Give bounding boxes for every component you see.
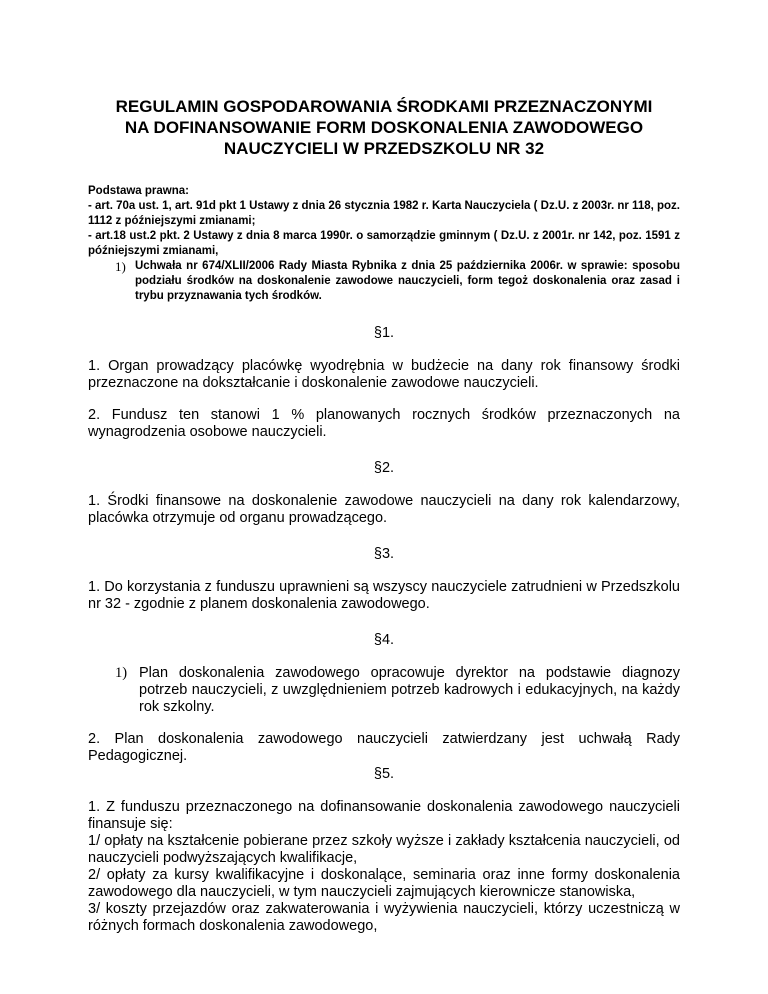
- paragraph: Plan doskonalenia zawodowego opracowuje dyrektor na podstawie diagnozy potrzeb nauczycieli, z uwzględnieniem potrzeb kadrowych i edukacyjnych, na każdy rok szkolny.: [139, 665, 680, 715]
- section-heading-3: §3.: [373, 546, 395, 562]
- legal-basis: [88, 184, 680, 304]
- paragraph: 1. Do korzystania z funduszu uprawnieni są wszyscy nauczyciele zatrudnieni w Przedszkolu nr 32 - zgodnie z planem doskonalenia zawodowego.: [88, 579, 680, 612]
- section-heading-2: §2.: [373, 460, 395, 476]
- paragraph: 1. Z funduszu przeznaczonego na dofinansowanie doskonalenia zawodowego nauczycieli finansuje się:: [88, 799, 680, 832]
- section-heading-1: §1.: [373, 325, 395, 341]
- list-number: 1): [115, 665, 128, 681]
- section-heading-5: §5.: [373, 766, 395, 782]
- title-line-2: NA DOFINANSOWANIE FORM DOSKONALENIA ZAWODOWEGO: [124, 118, 644, 137]
- list-number: 1): [115, 259, 126, 274]
- legal-basis-numbered-item: [115, 259, 680, 304]
- legal-basis-item: - art.18 ust.2 pkt. 2 Ustawy z dnia 8 marca 1990r. o samorządzie gminnym ( Dz.U. z 2001r. nr 142, poz. 1591 z późniejszymi zmianami,: [88, 230, 680, 257]
- paragraph: 1. Organ prowadzący placówkę wyodrębnia w budżecie na dany rok finansowy środki przeznaczone na dokształcanie i doskonalenie zawodowe nauczycieli.: [88, 358, 680, 391]
- legal-basis-heading: Podstawa prawna:: [88, 185, 189, 197]
- document-page: [88, 96, 680, 935]
- document-title: [88, 96, 680, 159]
- title-line-3: NAUCZYCIELI W PRZEDSZKOLU NR 32: [223, 139, 545, 158]
- list-item: 2/ opłaty za kursy kwalifikacyjne i doskonalące, seminaria oraz inne formy doskonalenia zawodowego dla nauczycieli, w tym nauczycieli zajmujących kierownicze stanowiska,: [88, 867, 680, 900]
- paragraph: 1. Środki finansowe na doskonalenie zawodowe nauczycieli na dany rok kalendarzowy, placówka otrzymuje od organu prowadzącego.: [88, 493, 680, 526]
- legal-basis-item: Uchwała nr 674/XLII/2006 Rady Miasta Rybnika z dnia 25 października 2006r. w sprawie: sposobu podziału środków na doskonalenie zawodowe nauczycieli, form tegoż doskonalenia oraz zasad i trybu przyznawania tych środków.: [135, 260, 680, 302]
- list-item: 3/ koszty przejazdów oraz zakwaterowania i wyżywienia nauczycieli, którzy uczestniczą w różnych formach doskonalenia zawodowego,: [88, 901, 680, 934]
- numbered-paragraph: [115, 665, 680, 716]
- title-line-1: REGULAMIN GOSPODAROWANIA ŚRODKAMI PRZEZNACZONYMI: [115, 97, 653, 116]
- paragraph: 2. Plan doskonalenia zawodowego nauczycieli zatwierdzany jest uchwałą Rady Pedagogicznej.: [88, 731, 680, 764]
- list-item: 1/ opłaty na kształcenie pobierane przez szkoły wyższe i zakłady kształcenia nauczycieli, od nauczycieli podwyższających kwalifikacje,: [88, 833, 680, 866]
- section-heading-4: §4.: [373, 632, 395, 648]
- paragraph: 2. Fundusz ten stanowi 1 % planowanych rocznych środków przeznaczonych na wynagrodzenia osobowe nauczycieli.: [88, 407, 680, 440]
- legal-basis-item: - art. 70a ust. 1, art. 91d pkt 1 Ustawy z dnia 26 stycznia 1982 r. Karta Nauczyciela ( Dz.U. z 2003r. nr 118, poz. 1112 z późniejszymi zmianami;: [88, 200, 680, 227]
